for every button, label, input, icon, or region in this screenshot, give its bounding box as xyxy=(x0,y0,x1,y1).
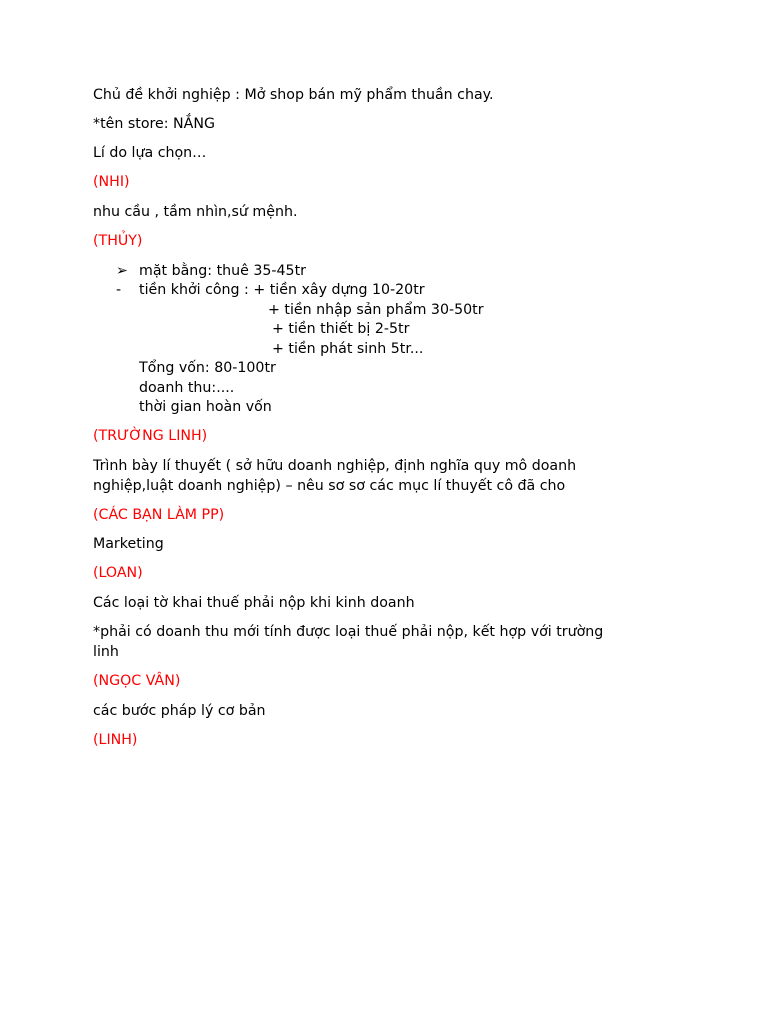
tax-note-line-2: linh xyxy=(93,644,119,660)
theory-line-2: nghiệp,luật doanh nghiệp) – nêu sơ sơ các mục lí thuyết cô đã cho xyxy=(93,478,566,494)
tax-forms-line: Các loại tờ khai thuế phải nộp khi kinh doanh xyxy=(93,595,415,611)
assignee-linh: (LINH) xyxy=(93,732,138,748)
cost-goods-line: + tiền nhập sản phẩm 30-50tr xyxy=(268,302,484,318)
assignee-nhi: (NHI) xyxy=(93,174,130,190)
marketing-line: Marketing xyxy=(93,536,164,552)
assignee-truong-linh: (TRƯỜNG LINH) xyxy=(93,428,208,444)
assignee-thuy: (THỦY) xyxy=(93,233,143,249)
assignee-cac-ban: (CÁC BẠN LÀM PP) xyxy=(93,507,225,523)
arrow-bullet-icon: ➢ xyxy=(116,263,128,279)
tax-note-line-1: *phải có doanh thu mới tính được loại thuế phải nộp, kết hợp với trường xyxy=(93,624,604,640)
assignee-loan: (LOAN) xyxy=(93,565,143,581)
topic-line: Chủ đề khởi nghiệp : Mở shop bán mỹ phẩm thuần chay. xyxy=(93,87,494,103)
premises-line: mặt bằng: thuê 35-45tr xyxy=(139,263,306,279)
cost-misc-line: + tiền phát sinh 5tr... xyxy=(272,341,424,357)
needs-line: nhu cầu , tầm nhìn,sứ mệnh. xyxy=(93,204,298,220)
reason-line: Lí do lựa chọn… xyxy=(93,145,207,161)
total-capital-line: Tổng vốn: 80-100tr xyxy=(139,360,276,376)
payback-line: thời gian hoàn vốn xyxy=(139,399,272,415)
startup-cost-line: tiền khởi công : + tiền xây dựng 10-20tr xyxy=(139,282,425,298)
cost-equipment-line: + tiền thiết bị 2-5tr xyxy=(272,321,410,337)
theory-line-1: Trình bày lí thuyết ( sở hữu doanh nghiệp, định nghĩa quy mô doanh xyxy=(93,458,577,474)
store-name-line: *tên store: NẮNG xyxy=(93,116,215,132)
dash-bullet-icon: - xyxy=(116,282,122,298)
assignee-ngoc-van: (NGỌC VÂN) xyxy=(93,673,181,689)
revenue-line: doanh thu:.... xyxy=(139,380,235,396)
legal-steps-line: các bước pháp lý cơ bản xyxy=(93,703,266,719)
